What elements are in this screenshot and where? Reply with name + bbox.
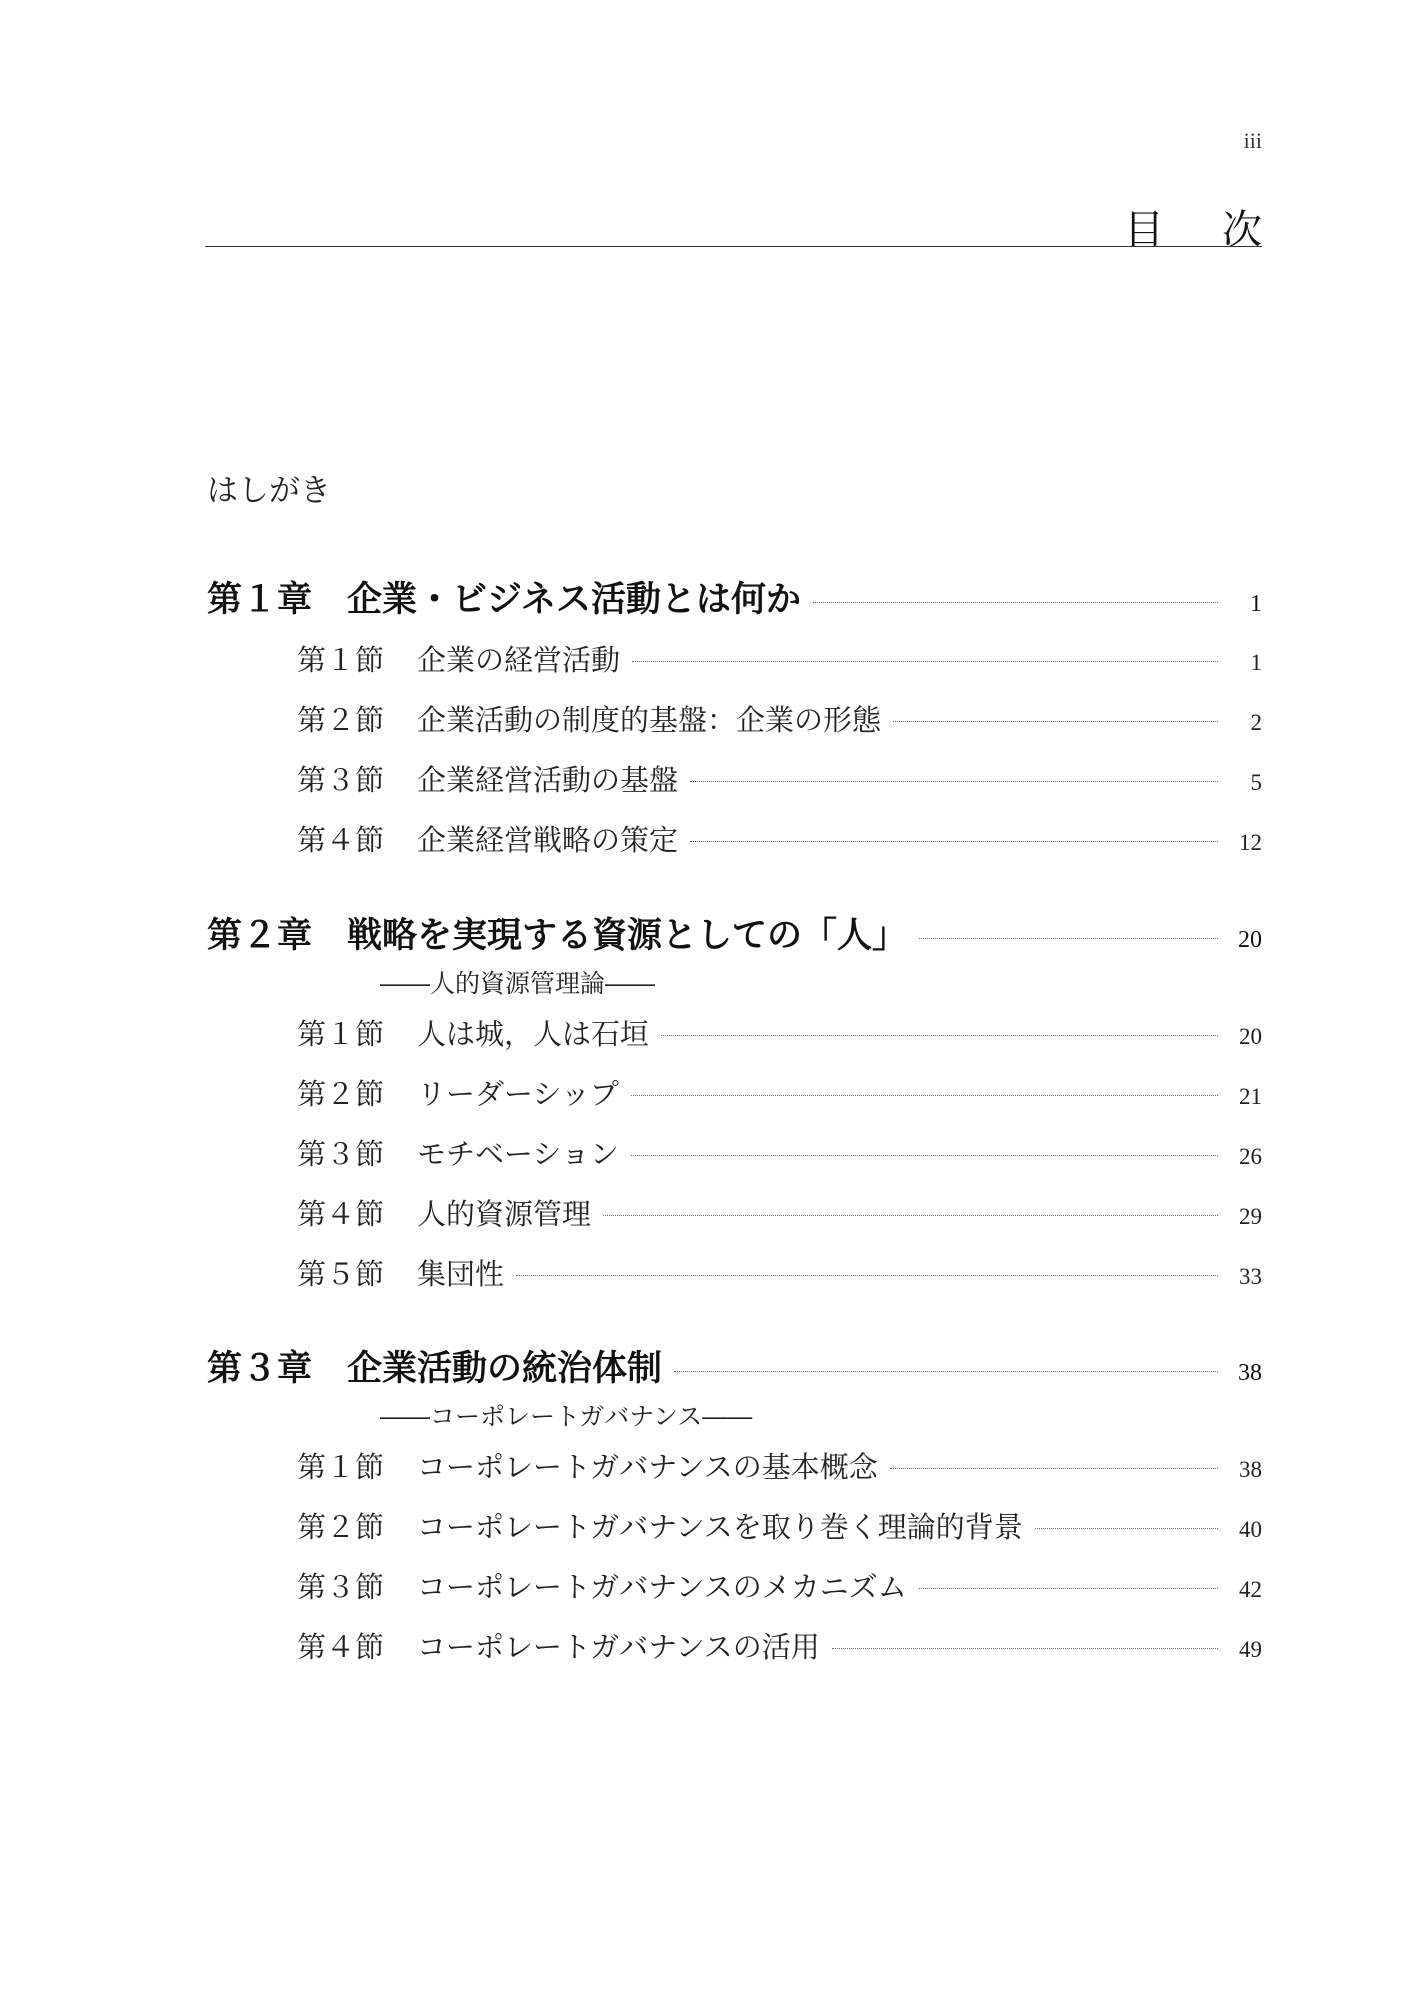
section-title: コーポレートガバナンスを取り巻く理論的背景 (417, 1510, 1023, 1544)
dot-leader (919, 1588, 1218, 1589)
section-number: 第２節 (297, 1510, 385, 1544)
chapter-number: 第２章 (207, 915, 313, 956)
toc-title: 目次 (1124, 207, 1320, 253)
dot-leader (603, 1215, 1218, 1216)
chapter-block (207, 1341, 1262, 1433)
section-title: リーダーシップ (417, 1077, 619, 1111)
section-title: 企業の経営活動 (417, 643, 621, 677)
section-number: 第３節 (297, 1137, 385, 1171)
section-block (207, 698, 1262, 739)
chapter-subtitle: ――人的資源管理論―― (380, 969, 656, 998)
section-page: 20 (1239, 1024, 1262, 1049)
dot-leader (632, 661, 1218, 662)
toc-section-2-5[interactable] (207, 1252, 1262, 1293)
page-number: iii (1243, 128, 1262, 153)
section-page: 12 (1239, 830, 1262, 855)
section-number: 第２節 (297, 1077, 385, 1111)
section-page: 21 (1239, 1084, 1262, 1109)
dot-leader (832, 1648, 1218, 1649)
section-block (207, 818, 1262, 859)
section-number: 第２節 (297, 703, 385, 737)
section-number: 第１節 (297, 1450, 385, 1484)
chapter-title: 企業活動の統治体制 (347, 1348, 663, 1389)
section-block (207, 638, 1262, 679)
section-number: 第１節 (297, 1017, 385, 1051)
dot-leader (690, 781, 1218, 782)
dot-leader (1035, 1528, 1218, 1529)
section-block (207, 1192, 1262, 1233)
dot-leader (919, 938, 1218, 939)
section-title: コーポレートガバナンスの活用 (417, 1630, 820, 1664)
section-title: 企業経営戦略の策定 (417, 823, 679, 857)
chapter-page: 1 (1250, 591, 1262, 617)
section-block (207, 1012, 1262, 1053)
toc-section-3-3[interactable] (207, 1565, 1262, 1606)
toc-chapter-2[interactable] (207, 908, 1262, 958)
section-page: 42 (1239, 1577, 1262, 1602)
dot-leader (893, 721, 1218, 722)
chapter-page: 20 (1238, 927, 1262, 953)
toc-chapter-1[interactable] (207, 572, 1262, 622)
section-title: コーポレートガバナンスの基本概念 (417, 1450, 878, 1484)
dot-leader (631, 1155, 1218, 1156)
toc-section-1-4[interactable] (207, 818, 1262, 859)
toc-section-1-1[interactable] (207, 638, 1262, 679)
section-title: 人は城，人は石垣 (417, 1017, 650, 1051)
section-block (207, 1252, 1262, 1293)
chapter-page: 38 (1238, 1360, 1262, 1386)
section-block (207, 1505, 1262, 1546)
title-rule (205, 246, 1262, 247)
section-block (207, 1132, 1262, 1173)
toc-chapter-3[interactable] (207, 1341, 1262, 1391)
dot-leader (690, 841, 1218, 842)
toc-section-1-2[interactable] (207, 698, 1262, 739)
section-number: 第４節 (297, 823, 385, 857)
section-number: 第４節 (297, 1630, 385, 1664)
dot-leader (516, 1275, 1218, 1276)
chapter-title: 戦略を実現する資源としての「人」 (347, 915, 908, 956)
dot-leader (631, 1095, 1218, 1096)
section-title: モチベーション (417, 1137, 619, 1171)
section-title: 集団性 (417, 1257, 505, 1291)
section-block (207, 1445, 1262, 1486)
toc-section-1-3[interactable] (207, 758, 1262, 799)
dot-leader (674, 1371, 1218, 1372)
chapter-number: 第１章 (207, 579, 313, 620)
chapter-subtitle: ――コーポレートガバナンス―― (380, 1402, 753, 1431)
section-page: 40 (1239, 1517, 1262, 1542)
chapter-block (207, 572, 1262, 622)
toc-section-2-4[interactable] (207, 1192, 1262, 1233)
section-page: 2 (1250, 710, 1262, 735)
section-page: 26 (1239, 1144, 1262, 1169)
dot-leader (890, 1468, 1218, 1469)
section-page: 29 (1239, 1204, 1262, 1229)
section-title: 企業経営活動の基盤 (417, 763, 679, 797)
section-number: 第３節 (297, 763, 385, 797)
section-block (207, 1625, 1262, 1666)
section-block (207, 1072, 1262, 1113)
toc-preface[interactable]: はしがき (207, 473, 331, 509)
section-block (207, 758, 1262, 799)
section-page: 38 (1239, 1457, 1262, 1482)
toc-section-3-4[interactable] (207, 1625, 1262, 1666)
section-page: 33 (1239, 1264, 1262, 1289)
chapter-block (207, 908, 1262, 1000)
section-title: 人的資源管理 (417, 1197, 592, 1231)
section-number: 第５節 (297, 1257, 385, 1291)
chapter-number: 第３章 (207, 1348, 313, 1389)
section-page: 49 (1239, 1637, 1262, 1662)
toc-section-2-2[interactable] (207, 1072, 1262, 1113)
dot-leader (813, 602, 1218, 603)
section-page: 5 (1250, 770, 1262, 795)
toc-section-3-1[interactable] (207, 1445, 1262, 1486)
section-number: 第１節 (297, 643, 385, 677)
section-number: 第３節 (297, 1570, 385, 1604)
section-number: 第４節 (297, 1197, 385, 1231)
section-title: コーポレートガバナンスのメカニズム (417, 1570, 907, 1604)
section-title: 企業活動の制度的基盤：企業の形態 (417, 703, 882, 737)
section-page: 1 (1250, 650, 1262, 675)
toc-section-2-3[interactable] (207, 1132, 1262, 1173)
section-block (207, 1565, 1262, 1606)
chapter-title: 企業・ビジネス活動とは何か (347, 579, 801, 620)
toc-section-2-1[interactable] (207, 1012, 1262, 1053)
dot-leader (661, 1035, 1218, 1036)
toc-section-3-2[interactable] (207, 1505, 1262, 1546)
